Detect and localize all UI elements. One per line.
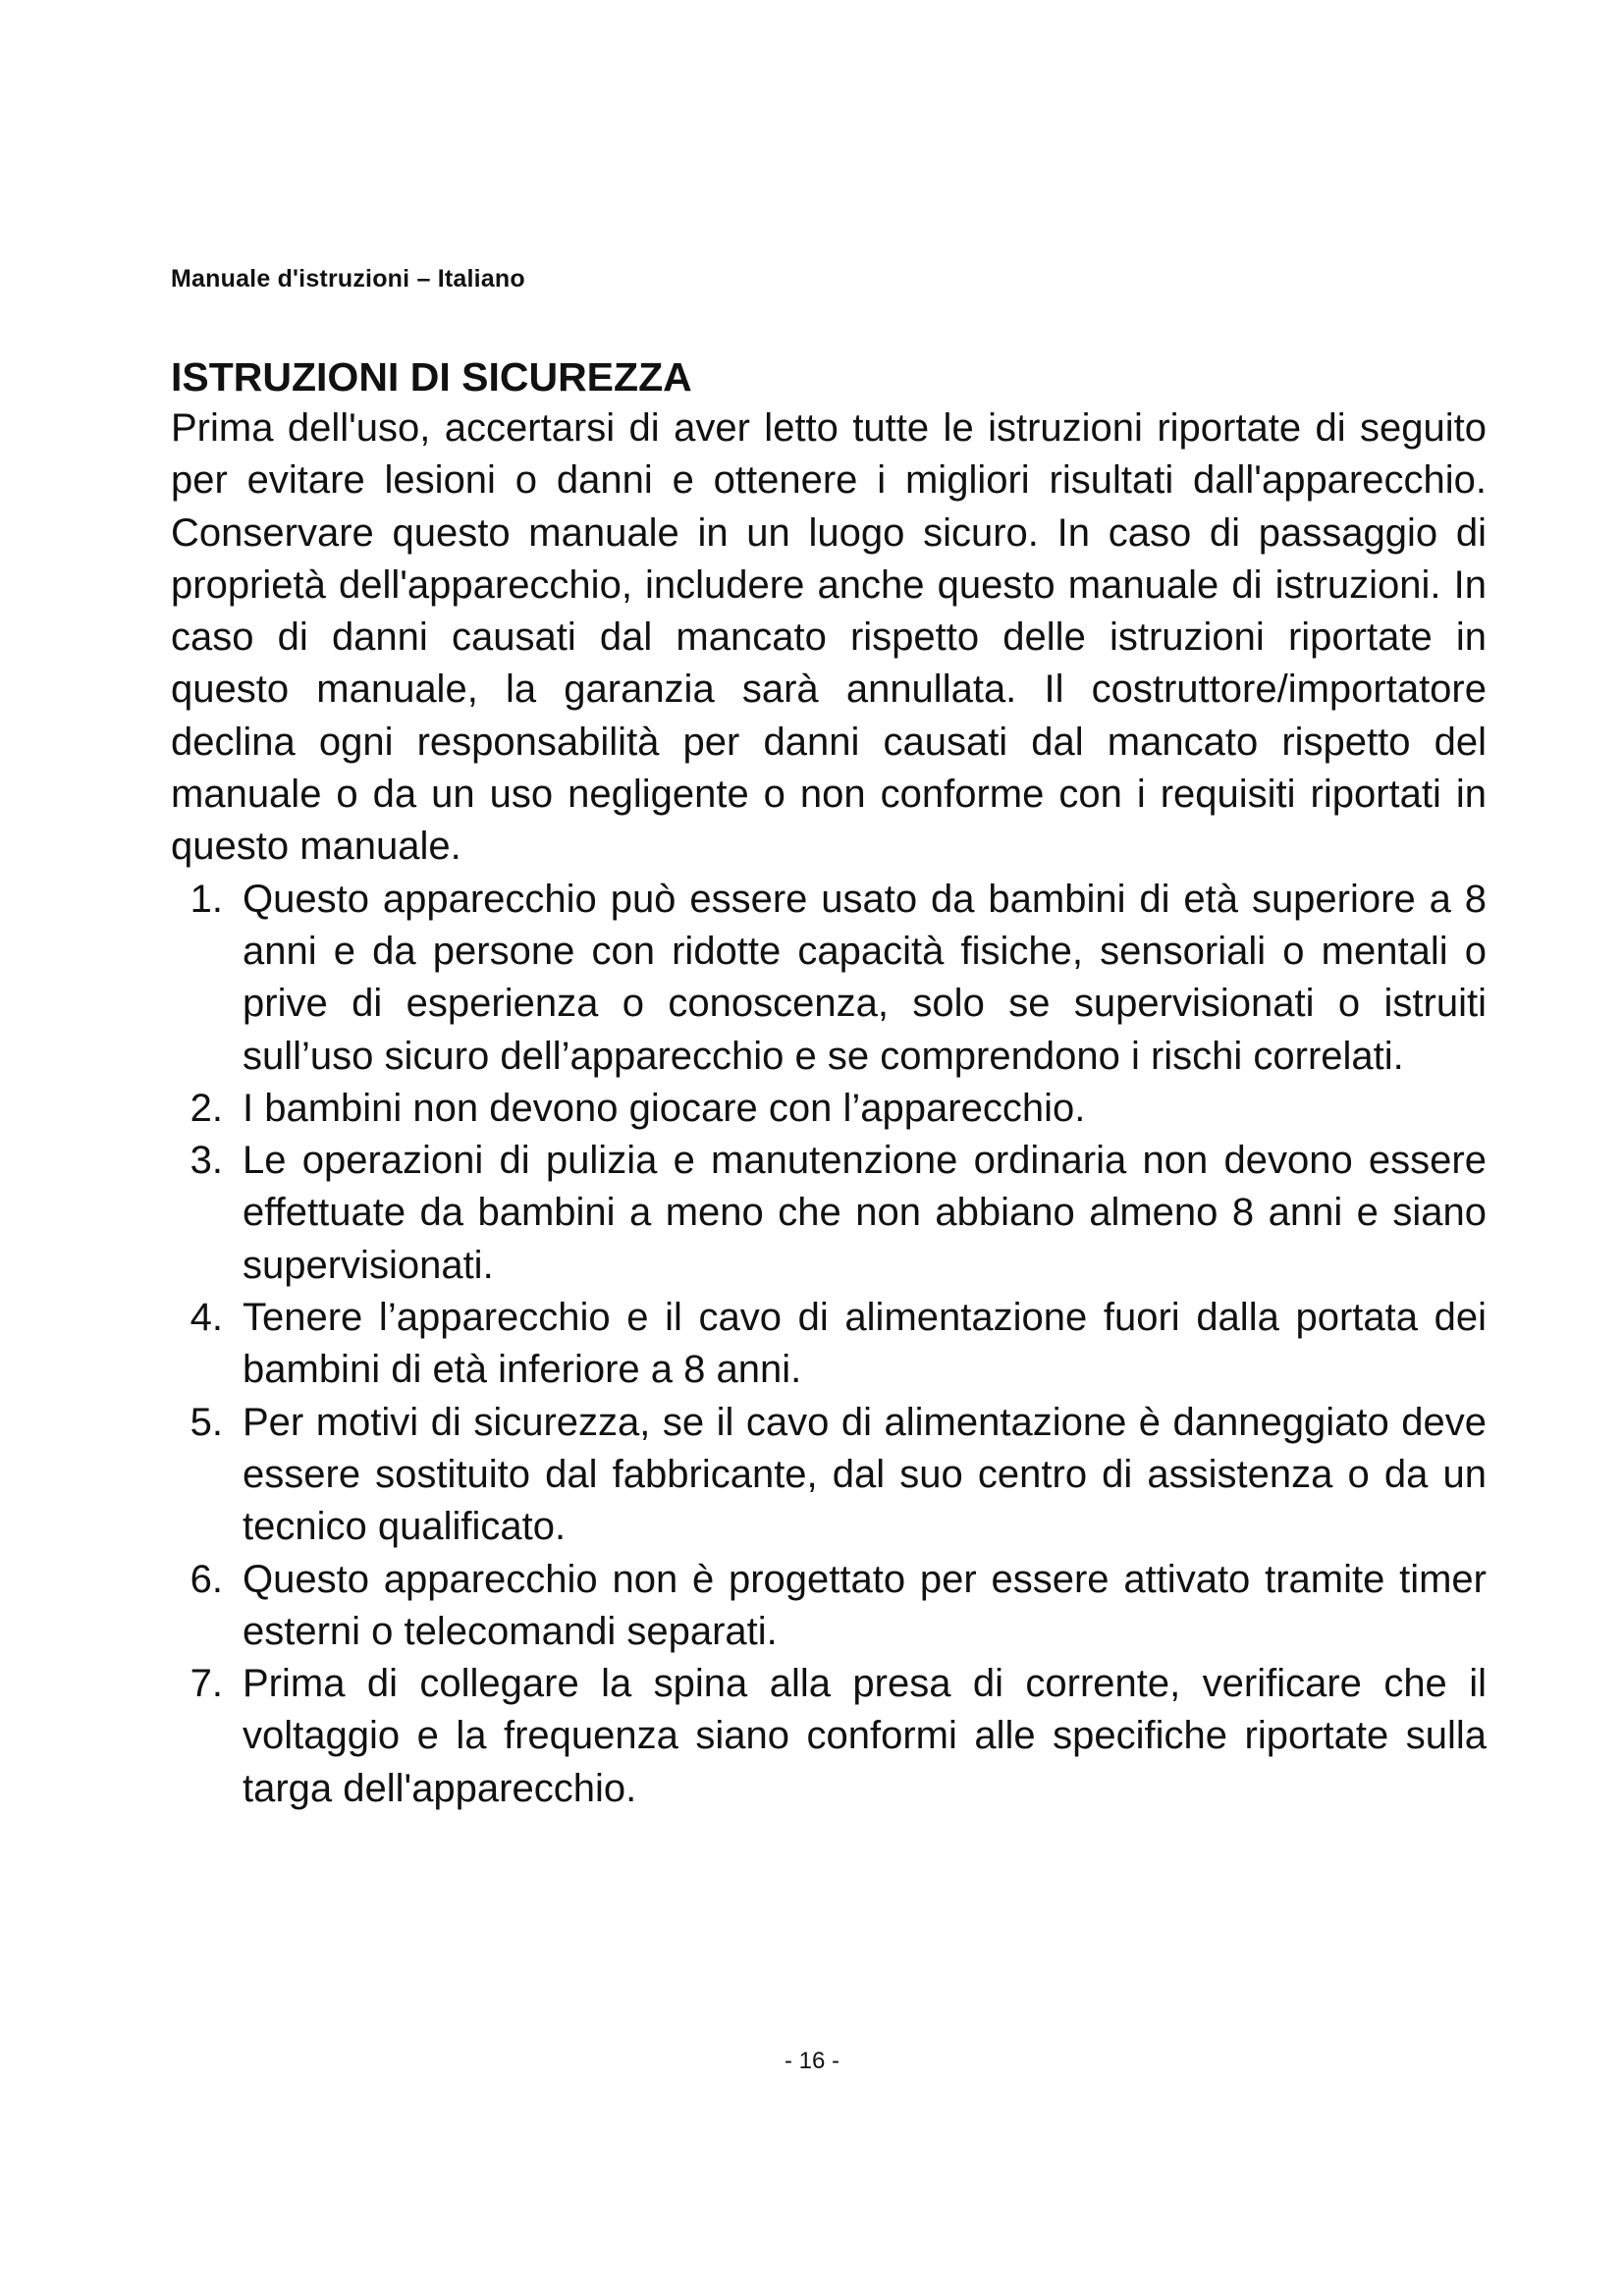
- safety-rule-1: [171, 874, 1487, 1083]
- running-header: Manuale d'istruzioni – Italiano: [171, 265, 525, 293]
- rule-number: 1.: [189, 877, 223, 921]
- rule-number: 6.: [189, 1557, 223, 1601]
- rule-text: I bambini non devono giocare con l’apparecchio.: [243, 1086, 1086, 1130]
- safety-rules-list: [171, 874, 1487, 1815]
- rule-number: 2.: [189, 1086, 223, 1130]
- rule-text: Le operazioni di pulizia e manutenzione ordinaria non devono essere effettuate da bambini a meno che non abbiano almeno 8 anni e siano supervisionati.: [243, 1139, 1487, 1287]
- safety-rule-7: [171, 1658, 1487, 1815]
- safety-section: [171, 351, 1487, 1815]
- rule-text: Per motivi di sicurezza, se il cavo di alimentazione è danneggiato deve essere sostituito dal fabbricante, dal suo centro di assistenza o da un tecnico qualificato.: [243, 1400, 1487, 1549]
- rule-number: 7.: [189, 1662, 223, 1706]
- rule-text: Tenere l’apparecchio e il cavo di alimentazione fuori dalla portata dei bambini di età inferiore a 8 anni.: [243, 1296, 1487, 1392]
- rule-text: Questo apparecchio può essere usato da bambini di età superiore a 8 anni e da persone con ridotte capacità fisiche, sensoriali o mentali o prive di esperienza o conoscenza, solo se supervisionati o istruiti sull’uso sicuro dell’apparecchio e se comprendono i rischi correlati.: [243, 877, 1487, 1078]
- rule-number: 5.: [189, 1400, 223, 1444]
- safety-rule-4: [171, 1292, 1487, 1397]
- safety-rule-6: [171, 1554, 1487, 1659]
- rule-number: 4.: [189, 1296, 223, 1340]
- rule-text: Prima di collegare la spina alla presa di corrente, verificare che il voltaggio e la frequenza siano conformi alle specifiche riportate sulla targa dell'apparecchio.: [243, 1662, 1487, 1810]
- safety-rule-2: [171, 1083, 1487, 1135]
- rule-number: 3.: [189, 1139, 223, 1183]
- section-title: ISTRUZIONI DI SICUREZZA: [171, 354, 692, 400]
- rule-text: Questo apparecchio non è progettato per essere attivato tramite timer esterni o telecomandi separati.: [243, 1557, 1487, 1653]
- intro-paragraph: Prima dell'uso, accertarsi di aver letto tutte le istruzioni riportate di seguito per evitare lesioni o danni e ottenere i migliori risultati dall'apparecchio. Conservare questo manuale in un luogo sicuro. In caso di passaggio di proprietà dell'apparecchio, includere anche questo manuale di istruzioni. In caso di danni causati dal mancato rispetto delle istruzioni riportate in questo manuale, la garanzia sarà annullata. Il costruttore/importatore declina ogni responsabilità per danni causati dal mancato rispetto del manuale o da un uso negligente o non conforme con i requisiti riportati in questo manuale.: [171, 406, 1487, 869]
- safety-rule-3: [171, 1135, 1487, 1292]
- safety-rule-5: [171, 1397, 1487, 1554]
- page-number: - 16 -: [784, 2048, 839, 2074]
